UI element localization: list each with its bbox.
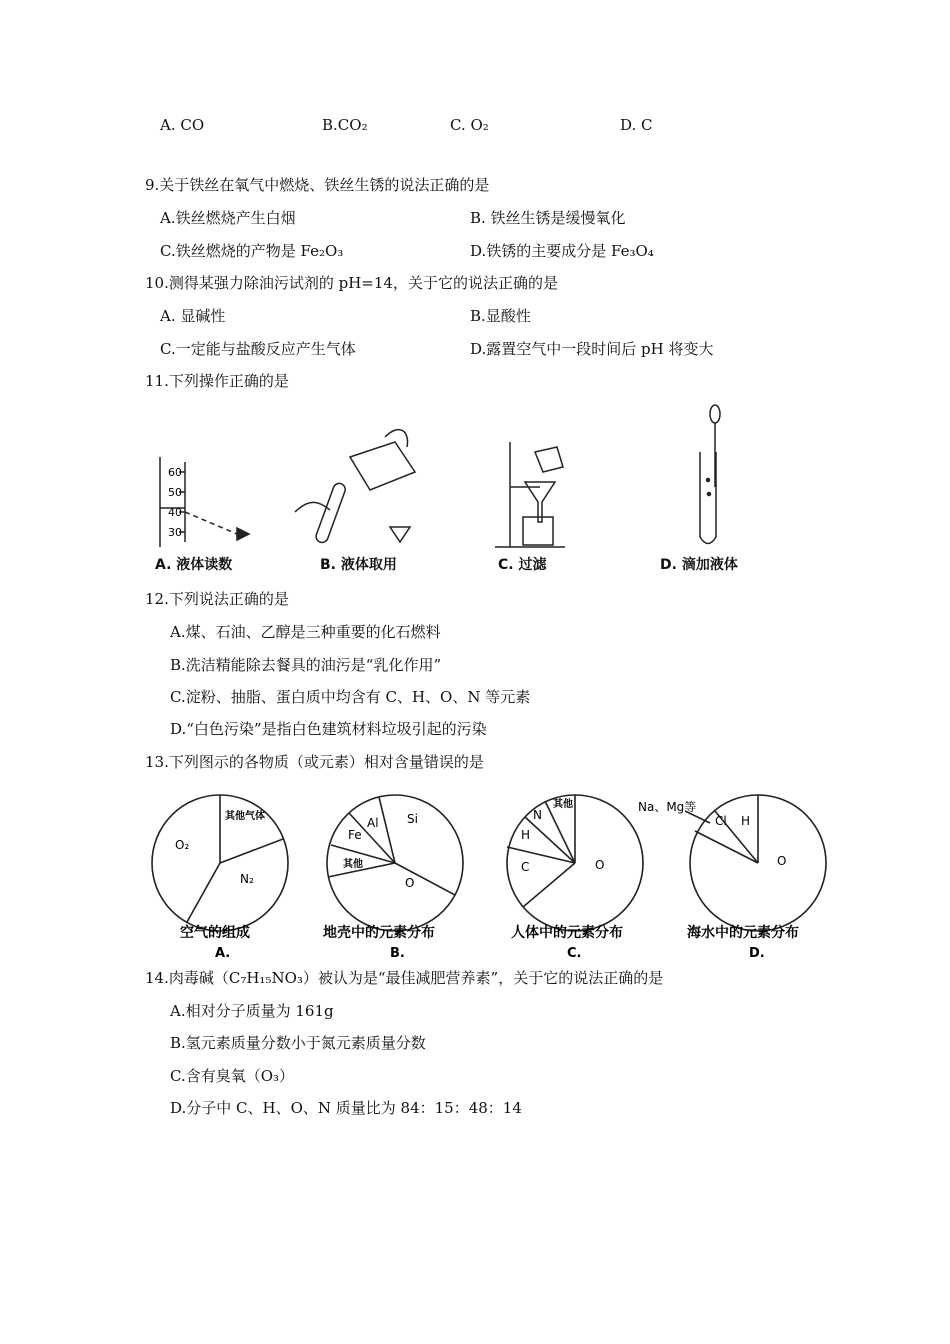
pie-slice-boundary bbox=[379, 797, 395, 863]
q10-option-d: D.露置空气中一段时间后 pH 将变大 bbox=[470, 340, 714, 358]
slice-label: O₂ bbox=[175, 838, 190, 852]
q13-stem: 13.下列图示的各物质（或元素）相对含量错误的是 bbox=[145, 753, 484, 771]
q11-lab-operations-figure bbox=[145, 402, 745, 577]
q8-option-d: D. C bbox=[620, 116, 653, 134]
q12-option-c: C.淀粉、抽脂、蛋白质中均含有 C、H、O、N 等元素 bbox=[170, 688, 531, 706]
fig-label-c: C. 过滤 bbox=[498, 557, 547, 573]
q14-option-a: A.相对分子质量为 161g bbox=[170, 1002, 334, 1020]
chart-letter: A. bbox=[215, 946, 231, 961]
chart-letter: D. bbox=[749, 946, 765, 961]
slice-label: N₂ bbox=[240, 872, 254, 886]
q8-option-c: C. O₂ bbox=[450, 116, 489, 134]
chart-title: 人体中的元素分布 bbox=[511, 925, 623, 941]
slice-label: O bbox=[595, 858, 605, 872]
slice-label: O bbox=[405, 876, 415, 890]
pie-slice-boundary bbox=[695, 831, 758, 863]
q14-option-b: B.氢元素质量分数小于氮元素质量分数 bbox=[170, 1034, 426, 1052]
fig-label-d: D. 滴加液体 bbox=[660, 557, 738, 573]
q12-option-b: B.洗洁精能除去餐具的油污是“乳化作用” bbox=[170, 656, 442, 674]
pie-slice-boundary bbox=[523, 863, 575, 907]
slice-label: 其他 bbox=[553, 799, 573, 810]
slice-label: H bbox=[741, 814, 751, 828]
pie-slice-boundary bbox=[545, 801, 575, 863]
pie-slice-boundary bbox=[525, 817, 575, 863]
q12-option-a: A.煤、石油、乙醇是三种重要的化石燃料 bbox=[170, 623, 441, 641]
q14-stem: 14.肉毒碱（C₇H₁₅NO₃）被认为是“最佳减肥营养素”，关于它的说法正确的是 bbox=[145, 969, 664, 987]
q9-option-c: C.铁丝燃烧的产物是 Fe₂O₃ bbox=[160, 242, 344, 260]
q12-option-d: D.“白色污染”是指白色建筑材料垃圾引起的污染 bbox=[170, 720, 487, 738]
pie-slice-boundary bbox=[220, 839, 283, 863]
dropper-test-tube-icon bbox=[700, 405, 720, 544]
q14-option-d: D.分子中 C、H、O、N 质量比为 84：15：48：14 bbox=[170, 1099, 522, 1117]
q9-stem: 9.关于铁丝在氧气中燃烧、铁丝生锈的说法正确的是 bbox=[145, 176, 490, 194]
slice-label: Si bbox=[407, 812, 418, 826]
q8-option-a: A. CO bbox=[160, 116, 205, 134]
slice-label: Al bbox=[367, 816, 379, 830]
slice-label: N bbox=[533, 808, 542, 822]
q12-stem: 12.下列说法正确的是 bbox=[145, 590, 289, 608]
q10-stem: 10.测得某强力除油污试剂的 pH=14，关于它的说法正确的是 bbox=[145, 274, 558, 292]
chart-title: 空气的组成 bbox=[180, 925, 250, 941]
slice-label: Cl bbox=[715, 814, 727, 828]
slice-label: Fe bbox=[348, 828, 362, 842]
q10-option-b: B.显酸性 bbox=[470, 307, 531, 325]
q8-option-b: B.CO₂ bbox=[322, 116, 368, 134]
chart-letter: C. bbox=[567, 946, 582, 961]
fig-label-a: A. 液体读数 bbox=[155, 557, 233, 573]
tick-label: 60 bbox=[168, 466, 182, 479]
slice-label: H bbox=[521, 828, 531, 842]
slice-label: Na、Mg等 bbox=[638, 800, 697, 814]
filtration-setup-icon bbox=[495, 442, 565, 547]
pie-slice-boundary bbox=[187, 863, 220, 922]
tick-label: 30 bbox=[168, 526, 182, 539]
tick-label: 40 bbox=[168, 506, 182, 519]
pie-slice-boundary bbox=[507, 847, 575, 863]
pouring-liquid-icon bbox=[295, 430, 415, 545]
tick-label: 50 bbox=[168, 486, 182, 499]
slice-label: 其他气体 bbox=[225, 811, 265, 822]
chart-letter: B. bbox=[390, 946, 405, 961]
q11-stem: 11.下列操作正确的是 bbox=[145, 372, 289, 390]
q9-option-b: B. 铁丝生锈是缓慢氧化 bbox=[470, 209, 626, 227]
pie-slice-boundary bbox=[331, 845, 395, 863]
fig-label-b: B. 液体取用 bbox=[320, 557, 397, 573]
pie-slice-boundary bbox=[395, 863, 455, 895]
slice-label: O bbox=[777, 854, 787, 868]
pie-chart-air bbox=[152, 795, 288, 931]
q10-option-c: C.一定能与盐酸反应产生气体 bbox=[160, 340, 356, 358]
q10-option-a: A. 显碱性 bbox=[160, 307, 226, 325]
chart-title: 海水中的元素分布 bbox=[687, 925, 799, 941]
q13-pie-charts-figure bbox=[145, 785, 835, 970]
q9-option-d: D.铁锈的主要成分是 Fe₃O₄ bbox=[470, 242, 654, 260]
chart-title: 地壳中的元素分布 bbox=[323, 925, 435, 941]
pie-chart-seawater bbox=[685, 795, 826, 931]
q14-option-c: C.含有臭氧（O₃） bbox=[170, 1067, 295, 1085]
q9-option-a: A.铁丝燃烧产生白烟 bbox=[160, 209, 296, 227]
slice-label: 其他 bbox=[343, 859, 363, 870]
slice-label: C bbox=[521, 860, 530, 874]
